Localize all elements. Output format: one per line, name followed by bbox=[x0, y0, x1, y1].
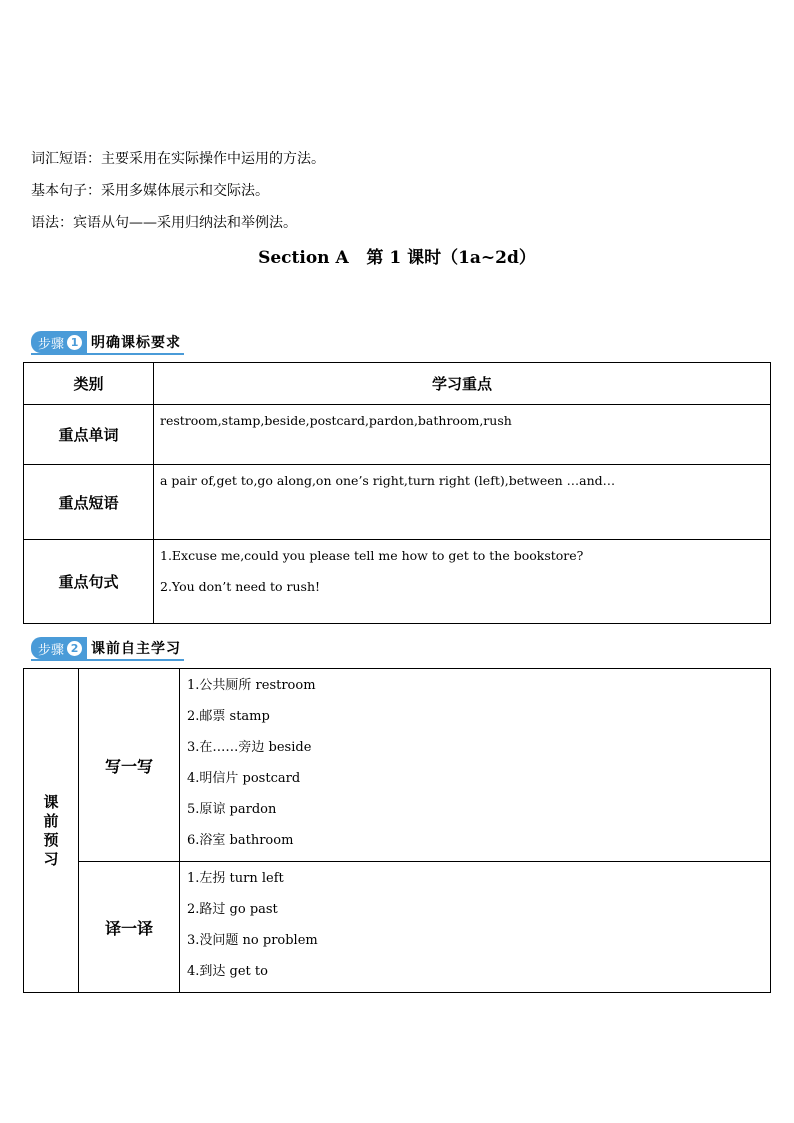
section-title bbox=[0, 247, 794, 269]
step-2-title: 课前自主学习 bbox=[91, 641, 182, 657]
content-line: restroom,stamp,beside,postcard,pardon,bathroom,rush bbox=[160, 413, 512, 428]
step-1-heading bbox=[31, 331, 184, 355]
step-2-number: 2 bbox=[67, 641, 82, 656]
step-1-tag-text: 步骤 bbox=[38, 336, 65, 352]
table-row bbox=[24, 669, 771, 862]
content-line: a pair of,get to,go along,on one’s right,turn right (left),between …and… bbox=[160, 473, 616, 488]
header-focus: 学习重点 bbox=[154, 363, 771, 405]
table-header-row bbox=[24, 363, 771, 405]
step-1-badge bbox=[31, 331, 87, 353]
translate-group-label: 译一译 bbox=[79, 862, 180, 993]
header-category: 类别 bbox=[24, 363, 154, 405]
list-item: 4.到达 get to bbox=[187, 964, 268, 979]
content-line: 1.Excuse me,could you please tell me how to get to the bookstore? bbox=[160, 548, 584, 563]
table-row bbox=[24, 862, 771, 993]
learning-focus-table bbox=[23, 362, 771, 624]
vertical-char: 习 bbox=[43, 849, 59, 868]
preview-vertical-label bbox=[24, 669, 79, 993]
preview-table bbox=[23, 668, 771, 993]
table-row bbox=[24, 465, 771, 540]
lesson-name: 第 1 课时（1a~2d） bbox=[366, 248, 536, 268]
table-row bbox=[24, 405, 771, 465]
section-name: Section A bbox=[258, 248, 349, 268]
step-2-tag-text: 步骤 bbox=[38, 642, 65, 658]
step-1-title: 明确课标要求 bbox=[91, 335, 182, 351]
list-item: 1.公共厕所 restroom bbox=[187, 678, 316, 693]
list-item: 2.邮票 stamp bbox=[187, 709, 270, 724]
vertical-char: 前 bbox=[43, 811, 59, 830]
content-line: 2.You don’t need to rush! bbox=[160, 579, 321, 594]
vertical-char: 课 bbox=[43, 792, 59, 811]
list-item: 3.没问题 no problem bbox=[187, 933, 318, 948]
list-item: 1.左拐 turn left bbox=[187, 871, 284, 886]
intro-vocabulary-method: 词汇短语：主要采用在实际操作中运用的方法。 bbox=[31, 151, 325, 167]
content-cell bbox=[154, 540, 771, 624]
write-items bbox=[180, 669, 771, 862]
table-row bbox=[24, 540, 771, 624]
intro-grammar-method: 语法：宾语从句——采用归纳法和举例法。 bbox=[31, 215, 297, 231]
translate-items bbox=[180, 862, 771, 993]
list-item: 2.路过 go past bbox=[187, 902, 278, 917]
list-item: 4.明信片 postcard bbox=[187, 771, 301, 786]
step-2-heading bbox=[31, 637, 184, 661]
step-1-number: 1 bbox=[67, 335, 82, 350]
category-cell: 重点单词 bbox=[24, 405, 154, 465]
vertical-char: 预 bbox=[43, 830, 59, 849]
content-cell bbox=[154, 465, 771, 540]
intro-sentence-method: 基本句子：采用多媒体展示和交际法。 bbox=[31, 183, 269, 199]
content-cell bbox=[154, 405, 771, 465]
list-item: 5.原谅 pardon bbox=[187, 802, 277, 817]
category-cell: 重点短语 bbox=[24, 465, 154, 540]
list-item: 6.浴室 bathroom bbox=[187, 833, 294, 848]
step-2-badge bbox=[31, 637, 87, 659]
list-item: 3.在……旁边 beside bbox=[187, 740, 312, 755]
category-cell: 重点句式 bbox=[24, 540, 154, 624]
write-group-label: 写一写 bbox=[79, 669, 180, 862]
